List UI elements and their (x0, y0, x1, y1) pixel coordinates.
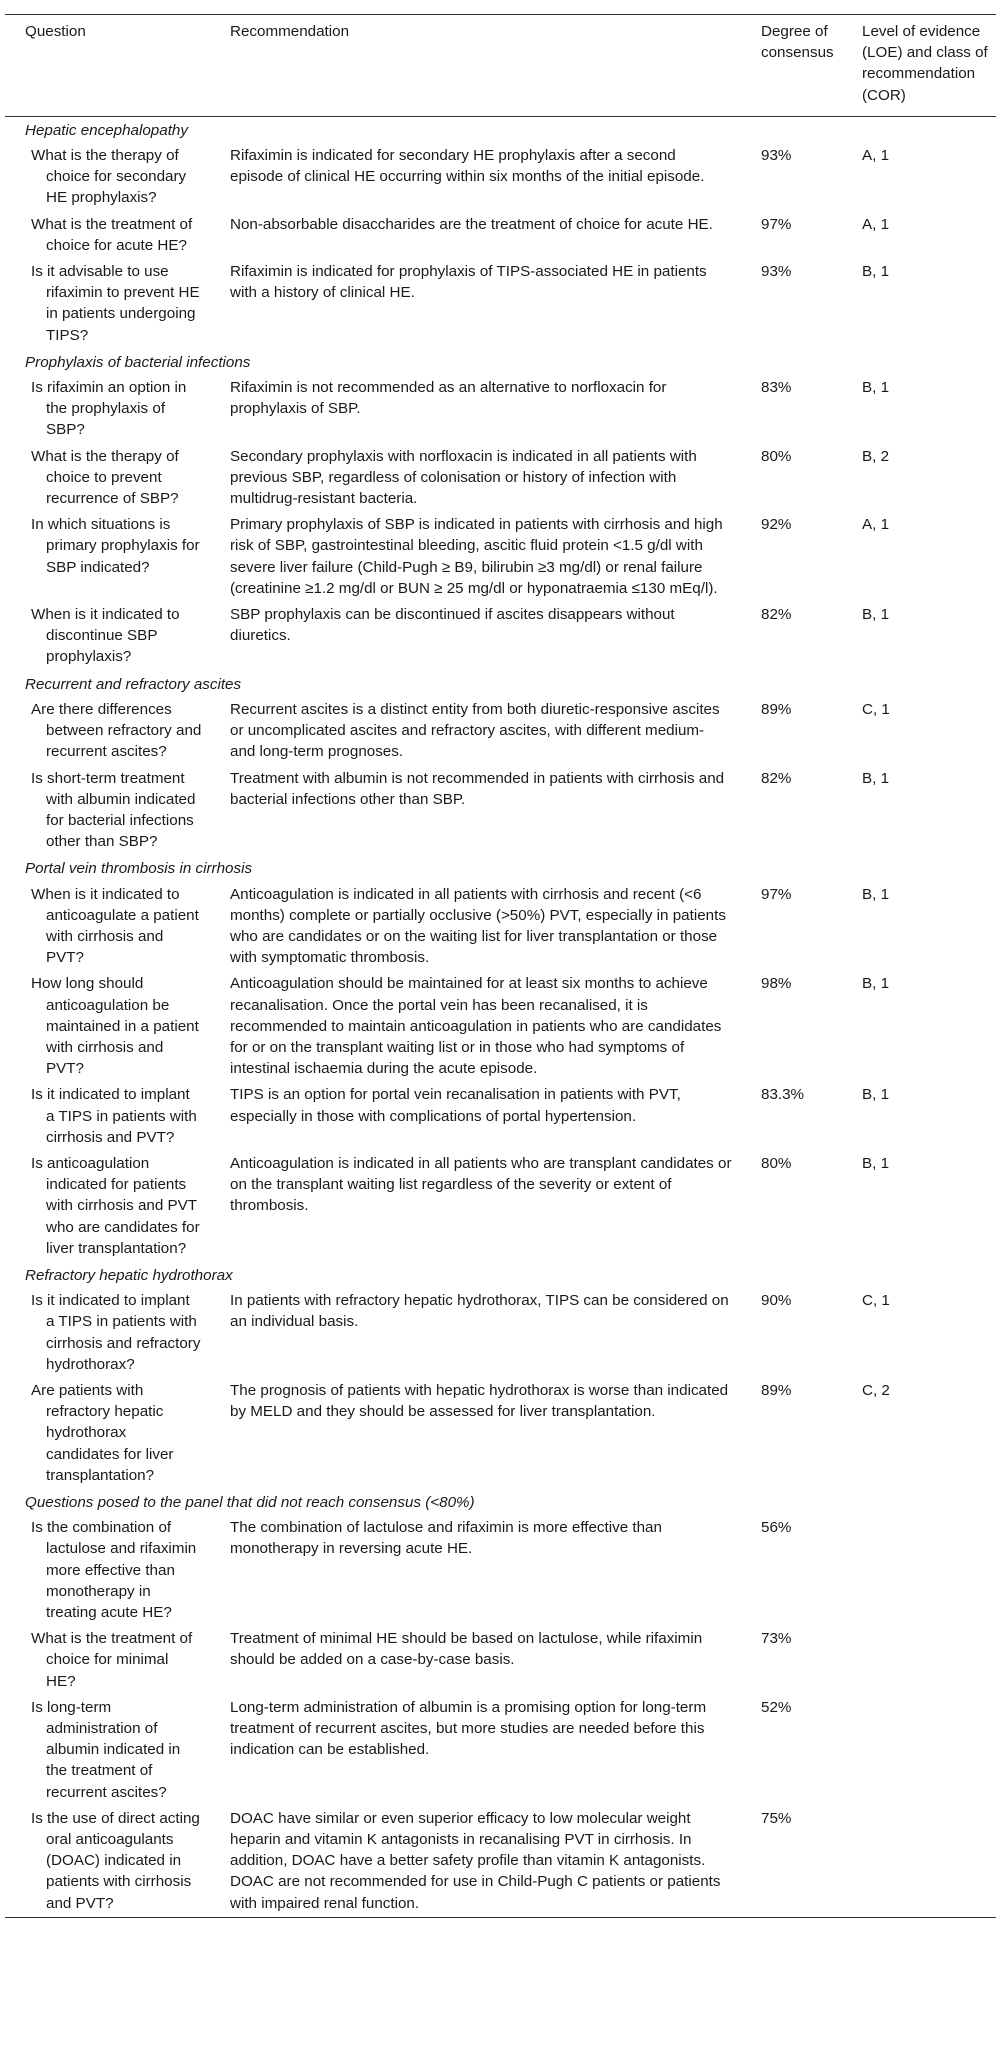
question-cell: When is it indicated to anticoagulate a patient with cirrhosis and PVT? (31, 885, 199, 967)
recommendation-cell: Rifaximin is not recommended as an alternative to norfloxacin for prophylaxis of SBP. (230, 379, 667, 418)
consensus-cell: 83.3% (761, 1086, 805, 1104)
question-cell: Is short-term treatment with albumin indicated for bacterial infections other than SBP? (31, 769, 196, 851)
question-cell: When is it indicated to discontinue SBP prophylaxis? (31, 606, 180, 666)
recommendations-table (5, 14, 996, 1918)
table-row (5, 971, 996, 1082)
consensus-cell: 98% (761, 975, 792, 993)
consensus-cell: 83% (761, 379, 792, 397)
recommendation-cell: The combination of lactulose and rifaximin is more effective than monotherapy in reversing acute HE. (230, 1519, 662, 1558)
consensus-cell: 80% (761, 1154, 792, 1172)
recommendation-cell: Primary prophylaxis of SBP is indicated in patients with cirrhosis and high risk of SBP, gastrointestinal bleeding, ascitic fluid protein <1.5 g/dl with severe liver failure (Child-Pugh ≥ B9, bilirubin ≥3 mg/dl) or renal failure (creatinine ≥1.2 mg/dl or BUN ≥ 25 mg/dl or hyponatraemia ≤130 mEq/l). (230, 516, 723, 597)
loe-cor-cell: C, 1 (862, 700, 890, 718)
loe-cor-cell: B, 1 (862, 1086, 890, 1104)
recommendation-cell: Anticoagulation should be maintained for at least six months to achieve recanalisation. Once the portal vein has been recanalised, it is recommended to maintain anticoagulation in patients who are candidates for or on the transplant waiting list or in those who had symptoms of intestinal ischaemia during the acute episode. (230, 975, 722, 1078)
table-body (5, 116, 996, 1917)
recommendation-cell: Treatment of minimal HE should be based on lactulose, while rifaximin should be added on a case-by-case basis. (230, 1630, 703, 1669)
table-row (5, 143, 996, 212)
recommendation-cell: TIPS is an option for portal vein recanalisation in patients with PVT, especially in those with complications of portal hypertension. (230, 1086, 681, 1125)
section-header-row (5, 855, 996, 881)
header-degree-of-consensus: Degree of consensus (761, 23, 834, 62)
recommendation-cell: In patients with refractory hepatic hydrothorax, TIPS can be considered on an individual basis. (230, 1292, 729, 1331)
table-row (5, 697, 996, 766)
question-cell: What is the treatment of choice for minimal HE? (31, 1630, 193, 1690)
question-cell: What is the therapy of choice for secondary HE prophylaxis? (31, 147, 187, 207)
header-recommendation: Recommendation (230, 23, 350, 40)
loe-cor-cell: C, 2 (862, 1381, 890, 1399)
question-cell: Is rifaximin an option in the prophylaxis of SBP? (31, 379, 187, 439)
table-row (5, 882, 996, 972)
consensus-cell: 52% (761, 1698, 792, 1716)
loe-cor-cell: B, 1 (862, 606, 890, 624)
table-row (5, 1695, 996, 1806)
loe-cor-cell: A, 1 (862, 215, 890, 233)
table-row (5, 1151, 996, 1262)
table-row (5, 1806, 996, 1918)
question-cell: Is long-term administration of albumin indicated in the treatment of recurrent ascites? (31, 1698, 181, 1801)
consensus-cell: 89% (761, 700, 792, 718)
header-level-of-evidence: Level of evidence (LOE) and class of recommendation (COR) (862, 23, 988, 104)
loe-cor-cell (842, 1515, 996, 1626)
consensus-cell: 93% (761, 263, 792, 281)
question-cell: Is it indicated to implant a TIPS in patients with cirrhosis and refractory hydrothorax? (31, 1292, 201, 1373)
section-title: Prophylaxis of bacterial infections (25, 353, 251, 371)
section-title: Recurrent and refractory ascites (25, 675, 242, 693)
header-question: Question (25, 23, 86, 40)
recommendation-cell: Secondary prophylaxis with norfloxacin is indicated in all patients with previous SBP, regardless of colonisation or history of infection with multidrug-resistant bacteria. (230, 447, 697, 508)
consensus-cell: 90% (761, 1292, 792, 1310)
question-cell: How long should anticoagulation be maintained in a patient with cirrhosis and PVT? (31, 975, 199, 1078)
section-title: Questions posed to the panel that did not reach consensus (<80%) (25, 1494, 475, 1511)
table-row (5, 766, 996, 856)
recommendation-cell: Rifaximin is indicated for secondary HE prophylaxis after a second episode of clinical HE occurring within six months of the initial episode. (230, 147, 705, 186)
section-header-row (5, 1262, 996, 1288)
question-cell: Are patients with refractory hepatic hydrothorax candidates for liver transplantation? (31, 1381, 174, 1484)
loe-cor-cell: B, 2 (862, 447, 890, 465)
question-cell: What is the treatment of choice for acute HE? (31, 215, 193, 254)
recommendation-cell: DOAC have similar or even superior efficacy to low molecular weight heparin and vitamin K antagonists in recanalising PVT in cirrhosis. In addition, DOAC have a better safety profile than vitamin K antagonists. DOAC are not recommended for use in Child-Pugh C patients or patients with impaired renal function. (230, 1809, 721, 1912)
table-row (5, 1288, 996, 1378)
loe-cor-cell: B, 1 (862, 975, 890, 993)
consensus-cell: 80% (761, 447, 792, 465)
consensus-cell: 82% (761, 606, 792, 624)
loe-cor-cell (842, 1626, 996, 1695)
table-header-row (5, 15, 996, 117)
recommendation-cell: SBP prophylaxis can be discontinued if ascites disappears without diuretics. (230, 606, 675, 645)
question-cell: Is the use of direct acting oral anticoagulants (DOAC) indicated in patients with cirrhosis and PVT? (31, 1809, 200, 1912)
table-row (5, 1082, 996, 1151)
consensus-cell: 75% (761, 1809, 792, 1827)
table-row (5, 375, 996, 444)
table-row (5, 444, 996, 513)
consensus-cell: 97% (761, 885, 792, 903)
table-row (5, 1378, 996, 1489)
question-cell: What is the therapy of choice to prevent recurrence of SBP? (31, 447, 179, 508)
table-row (5, 1515, 996, 1626)
consensus-cell: 89% (761, 1381, 792, 1399)
consensus-cell: 92% (761, 516, 792, 534)
recommendation-cell: The prognosis of patients with hepatic hydrothorax is worse than indicated by MELD and they should be assessed for liver transplantation. (230, 1381, 729, 1421)
section-header-row (5, 349, 996, 375)
loe-cor-cell (842, 1695, 996, 1806)
table-row (5, 259, 996, 349)
loe-cor-cell: B, 1 (862, 885, 890, 903)
loe-cor-cell: B, 1 (862, 263, 890, 281)
consensus-cell: 82% (761, 769, 792, 787)
consensus-cell: 93% (761, 147, 792, 165)
section-title: Portal vein thrombosis in cirrhosis (25, 860, 253, 878)
loe-cor-cell: B, 1 (862, 379, 890, 397)
table-row (5, 1626, 996, 1695)
recommendation-cell: Anticoagulation is indicated in all patients with cirrhosis and recent (<6 months) complete or partially occlusive (>50%) PVT, especially in patients who are candidates or on the waiting list for liver transplantation or those with symptomatic thrombosis. (230, 885, 726, 967)
question-cell: Is it advisable to use rifaximin to prevent HE in patients undergoing TIPS? (31, 263, 200, 344)
recommendation-cell: Non-absorbable disaccharides are the treatment of choice for acute HE. (230, 215, 713, 233)
loe-cor-cell: B, 1 (862, 769, 890, 787)
table-row (5, 212, 996, 259)
recommendation-cell: Long-term administration of albumin is a promising option for long-term treatment of recurrent ascites, but more studies are needed before this indication can be established. (230, 1698, 707, 1759)
question-cell: Is it indicated to implant a TIPS in patients with cirrhosis and PVT? (31, 1086, 197, 1146)
question-cell: In which situations is primary prophylaxis for SBP indicated? (31, 516, 200, 576)
consensus-cell: 56% (761, 1519, 792, 1537)
consensus-cell: 97% (761, 215, 792, 233)
question-cell: Is anticoagulation indicated for patients with cirrhosis and PVT who are candidates for liver transplantation? (31, 1154, 200, 1257)
loe-cor-cell: A, 1 (862, 516, 890, 534)
recommendation-cell: Recurrent ascites is a distinct entity from both diuretic-responsive ascites or uncomplicated ascites and refractory ascites, with different medium- and long-term prognoses. (230, 700, 720, 761)
recommendation-cell: Rifaximin is indicated for prophylaxis of TIPS-associated HE in patients with a history of clinical HE. (230, 263, 707, 302)
loe-cor-cell: A, 1 (862, 147, 890, 165)
question-cell: Is the combination of lactulose and rifaximin more effective than monotherapy in treating acute HE? (31, 1519, 197, 1622)
question-cell: Are there differences between refractory and recurrent ascites? (31, 700, 202, 761)
section-title: Hepatic encephalopathy (25, 121, 188, 139)
consensus-cell: 73% (761, 1630, 792, 1648)
loe-cor-cell: B, 1 (862, 1154, 890, 1172)
section-header-row (5, 1489, 996, 1515)
recommendation-cell: Anticoagulation is indicated in all patients who are transplant candidates or on the transplant waiting list regardless of the severity or extent of thrombosis. (230, 1154, 732, 1215)
recommendation-cell: Treatment with albumin is not recommended in patients with cirrhosis and bacterial infections other than SBP. (230, 769, 725, 808)
section-title: Refractory hepatic hydrothorax (25, 1266, 233, 1284)
loe-cor-cell (842, 1806, 996, 1918)
table-row (5, 512, 996, 602)
table-row (5, 602, 996, 671)
loe-cor-cell: C, 1 (862, 1292, 890, 1310)
section-header-row (5, 671, 996, 697)
section-header-row (5, 116, 996, 143)
